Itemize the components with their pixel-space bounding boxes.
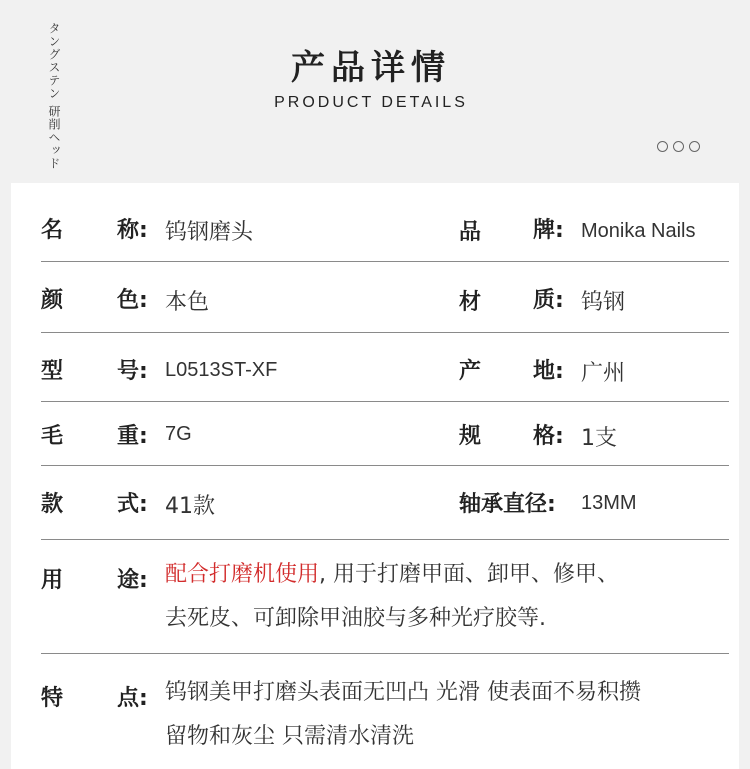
value: 1支 bbox=[581, 426, 617, 451]
label: 地: bbox=[533, 359, 564, 384]
label: 色: bbox=[117, 288, 148, 313]
detail-row bbox=[41, 263, 729, 333]
label: 号: bbox=[117, 359, 148, 384]
label: 材 bbox=[459, 290, 482, 315]
dot-icon bbox=[673, 141, 684, 152]
label: 重: bbox=[117, 424, 148, 449]
usage-highlight: 配合打磨机使用 bbox=[165, 562, 320, 587]
label: 品 bbox=[459, 220, 482, 245]
label: 牌: bbox=[533, 218, 564, 243]
label: 名 bbox=[41, 218, 64, 243]
dot-icon bbox=[689, 141, 700, 152]
carousel-dots bbox=[657, 141, 700, 152]
value: Monika Nails bbox=[581, 220, 696, 242]
label: 颜 bbox=[41, 288, 64, 313]
label: 途: bbox=[117, 568, 148, 593]
label: 用 bbox=[41, 568, 64, 593]
features-row bbox=[41, 655, 729, 769]
usage-text-line2: 去死皮、可卸除甲油胶与多种光疗胶等. bbox=[165, 606, 546, 631]
label: 产 bbox=[459, 359, 482, 384]
features-text-line1: 钨钢美甲打磨头表面无凹凸 光滑 使表面不易积攒 bbox=[165, 680, 641, 705]
usage-text bbox=[165, 553, 725, 641]
label: 式: bbox=[117, 492, 148, 517]
label: 款 bbox=[41, 492, 64, 517]
label: 轴承直径: bbox=[459, 492, 556, 517]
label: 点: bbox=[117, 686, 148, 711]
page-title: 产品详情 bbox=[291, 48, 451, 88]
usage-row bbox=[41, 541, 729, 654]
value: 7G bbox=[165, 423, 192, 445]
page-subtitle: PRODUCT DETAILS bbox=[274, 94, 468, 111]
detail-row bbox=[41, 403, 729, 466]
value: 钨钢 bbox=[581, 290, 626, 315]
detail-row bbox=[41, 183, 729, 262]
label: 毛 bbox=[41, 424, 64, 449]
value: L0513ST-XF bbox=[165, 359, 278, 381]
value: 41款 bbox=[165, 494, 215, 519]
value: 13MM bbox=[581, 492, 637, 514]
label: 格: bbox=[533, 424, 564, 449]
detail-row bbox=[41, 334, 729, 402]
vertical-tag: タングステン 研削ヘッド bbox=[47, 22, 61, 170]
detail-row bbox=[41, 467, 729, 540]
label: 质: bbox=[533, 288, 564, 313]
features-text-line2: 留物和灰尘 只需清水清洗 bbox=[165, 724, 414, 749]
details-card bbox=[11, 183, 739, 769]
dot-icon bbox=[657, 141, 668, 152]
label: 型 bbox=[41, 359, 64, 384]
label: 称: bbox=[117, 218, 148, 243]
value: 本色 bbox=[165, 290, 210, 315]
label: 特 bbox=[41, 686, 64, 711]
features-text bbox=[165, 671, 729, 759]
label: 规 bbox=[459, 424, 482, 449]
usage-text-rest: , 用于打磨甲面、卸甲、修甲、 bbox=[319, 562, 620, 587]
value: 钨钢磨头 bbox=[165, 220, 254, 245]
value: 广州 bbox=[581, 361, 626, 386]
